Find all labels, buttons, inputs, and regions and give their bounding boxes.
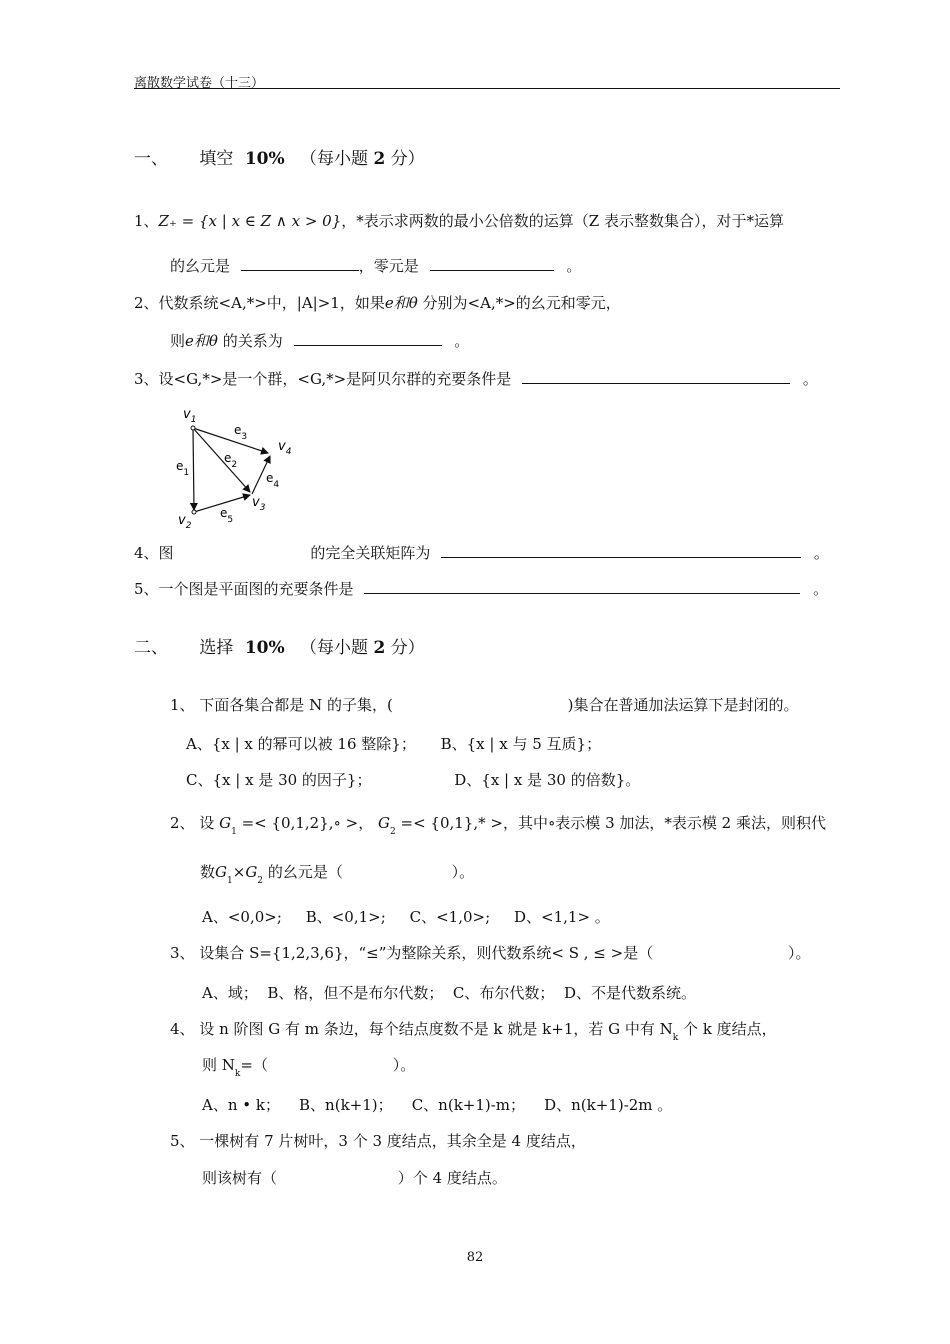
- s2-q2-prod-g1: G: [215, 863, 227, 881]
- s2-q2-def1: =< {0,1,2},∘ >，: [241, 814, 374, 832]
- section1-note: （每小题: [300, 149, 369, 169]
- section2-note: （每小题: [300, 638, 369, 658]
- section2-num: 二、: [134, 638, 168, 658]
- s2-q1-opt-cd: [186, 769, 640, 790]
- label-e1: $e_1$: [176, 459, 190, 478]
- s1-q1-num: 1、: [134, 212, 159, 230]
- s1-q3: [134, 368, 818, 389]
- s1-q2-end: 。: [454, 332, 470, 350]
- s1-q1-blank-identity[interactable]: [241, 256, 359, 271]
- s2-q2-text-a: 2、 设: [170, 814, 215, 832]
- s2-q5-text-b: 则该树有（: [202, 1169, 278, 1187]
- s1-q4-text-a: 4、图: [134, 544, 174, 562]
- s1-q4-text-b: 的完全关联矩阵为: [310, 544, 431, 562]
- s1-q3-blank[interactable]: [522, 369, 790, 384]
- s2-q5-text-c: ）个 4 度结点。: [397, 1169, 507, 1187]
- s2-q2-g2: G: [378, 814, 390, 832]
- s2-q2-prod-g2-sub: 2: [257, 876, 264, 886]
- graph-figure: [166, 402, 306, 530]
- s1-q5: [134, 578, 828, 599]
- s1-q2-text: 2、代数系统<A,*>中，|A|>1，如果: [134, 294, 385, 312]
- label-e4: $e_4$: [266, 471, 280, 490]
- vertex-v1: [191, 426, 195, 430]
- s2-q5-line2: [202, 1167, 507, 1188]
- s2-q2-options[interactable]: A、<0,0>; B、<0,1>; C、<1,0>; D、<1,1> 。: [202, 908, 610, 926]
- s1-q2-blank[interactable]: [294, 331, 442, 346]
- s2-q1-opt-ab: [186, 733, 601, 754]
- s2-q2-line2-a: 数: [200, 863, 216, 881]
- section1-title: [134, 144, 425, 169]
- page-number: 82: [466, 1250, 484, 1265]
- label-v1: $v_1$: [183, 407, 197, 425]
- s1-q2-text-b: 分别为<A,*>的幺元和零元，: [422, 294, 621, 312]
- s2-q4-sub-a: k: [672, 1033, 679, 1043]
- s2-q2-g1: G: [219, 814, 232, 832]
- s1-q2-e-theta-2: e和θ: [185, 332, 218, 350]
- s1-q4-blank[interactable]: [441, 543, 801, 558]
- header-title: 离散数学试卷（十三）: [134, 76, 265, 91]
- s2-q4-text-a2: 个 k 度结点，: [683, 1020, 777, 1038]
- header-rule: [134, 88, 840, 89]
- vertex-v2: [192, 510, 196, 514]
- s1-q1-line2: [170, 255, 581, 276]
- s1-q1-line1: [134, 210, 784, 231]
- label-v4: $v_4$: [278, 439, 292, 457]
- s2-q1: [170, 694, 798, 715]
- s2-q2-g1-sub: 1: [231, 827, 237, 837]
- label-e5: $e_5$: [220, 506, 234, 525]
- s1-q2-e-theta: e和θ: [384, 294, 418, 312]
- label-v2: $v_2$: [178, 513, 192, 530]
- s2-q3-options[interactable]: A、域； B、格，但不是布尔代数； C、布尔代数； D、不是代数系统。: [202, 984, 696, 1002]
- s1-q3-text: 3、设<G,*>是一个群，<G,*>是阿贝尔群的充要条件是: [134, 370, 512, 388]
- s2-q5-line1: 5、 一棵树有 7 片树叶，3 个 3 度结点，其余全是 4 度结点，: [170, 1132, 586, 1150]
- s1-q4-end: 。: [813, 544, 829, 562]
- label-e2: $e_2$: [224, 451, 238, 470]
- label-v3: $v_3$: [252, 495, 266, 513]
- s2-q4-sub-b: k: [234, 1069, 241, 1079]
- s2-q4-text-a: 4、 设 n 阶图 G 有 m 条边，每个结点度数不是 k 就是 k+1，若 G 中有 N: [170, 1020, 673, 1038]
- s1-q1-identity-label: 的幺元是: [170, 257, 231, 275]
- s1-q4: [134, 542, 829, 563]
- s2-q1-text-a: 1、 下面各集合都是 N 的子集，(: [170, 696, 393, 714]
- s1-q2-line1: [134, 292, 621, 313]
- s2-q1-option-c[interactable]: C、{x | x 是 30 的因子}；: [186, 771, 372, 789]
- s2-q1-option-b[interactable]: B、{x | x 与 5 互质}；: [440, 735, 602, 753]
- section2-note-points: 2: [373, 638, 386, 658]
- s1-q1-blank-zero[interactable]: [430, 256, 554, 271]
- s1-q1-end: 。: [566, 257, 582, 275]
- s2-q2-g2-sub: 2: [389, 827, 396, 837]
- section1-num: 一、: [134, 149, 168, 169]
- s2-q2-line2-c: ）。: [451, 863, 475, 881]
- s1-q5-text: 5、一个图是平面图的充要条件是: [134, 580, 354, 598]
- section1-note-unit: 分）: [390, 149, 425, 169]
- s2-q2-times: ×: [232, 863, 246, 881]
- s1-q1-set-def: Z₊ = {x | x ∈ Z ∧ x > 0}: [158, 212, 342, 230]
- section1-points: 10%: [244, 149, 285, 169]
- s1-q1-text: ，*表示求两数的最小公倍数的运算（Z 表示整数集合），对于*运算: [341, 212, 784, 230]
- s2-q4-text-b: 则 N: [202, 1056, 235, 1074]
- label-e3: $e_3$: [234, 423, 248, 442]
- edge-e1: [193, 428, 194, 510]
- s2-q1-text-b: )集合在普通加法运算下是封闭的。: [567, 696, 799, 714]
- s1-q2-line2: [170, 330, 469, 351]
- section2-points: 10%: [244, 638, 285, 658]
- s1-q3-end: 。: [802, 370, 818, 388]
- s2-q4-text-b2: =（: [240, 1056, 268, 1074]
- s1-q5-end: 。: [813, 580, 829, 598]
- s2-q3-text-a: 3、 设集合 S={1,2,3,6}，“≤”为整除关系，则代数系统< S , ≤ >是（: [170, 944, 654, 962]
- s2-q4-line2: [202, 1054, 416, 1079]
- s2-q4-text-b3: ）。: [392, 1056, 416, 1074]
- section1-note-points: 2: [373, 149, 386, 169]
- section2-name: 选择: [199, 638, 234, 658]
- s2-q2-prod-g1-sub: 1: [227, 876, 233, 886]
- s2-q3: [170, 942, 811, 963]
- s2-q2-line2-b: 的幺元是（: [267, 863, 343, 881]
- s2-q3-text-b: ）。: [788, 944, 811, 962]
- s1-q2-relation-label: 的关系为: [222, 332, 283, 350]
- s2-q1-option-a[interactable]: A、{x | x 的幂可以被 16 整除}；: [186, 735, 416, 753]
- s1-q5-blank[interactable]: [364, 579, 800, 594]
- s1-q1-zero-label: ，零元是: [358, 257, 419, 275]
- section2-note-unit: 分）: [390, 638, 425, 658]
- s2-q2-line2: [200, 861, 475, 886]
- s2-q2-def2: =< {0,1},* >，其中∘表示模 3 加法，*表示模 2 乘法，则积代: [400, 814, 826, 832]
- s1-q2-then: 则: [170, 332, 186, 350]
- s2-q4-options[interactable]: A、n • k； B、n(k+1)； C、n(k+1)-m； D、n(k+1)-2m 。: [202, 1096, 673, 1114]
- section2-title: [134, 633, 425, 658]
- s2-q1-option-d[interactable]: D、{x | x 是 30 的倍数}。: [454, 771, 641, 789]
- section1-name: 填空: [199, 149, 234, 169]
- s2-q2-prod-g2: G: [245, 863, 258, 881]
- s2-q2-line1: [170, 812, 826, 837]
- s2-q4-line1: [170, 1018, 777, 1043]
